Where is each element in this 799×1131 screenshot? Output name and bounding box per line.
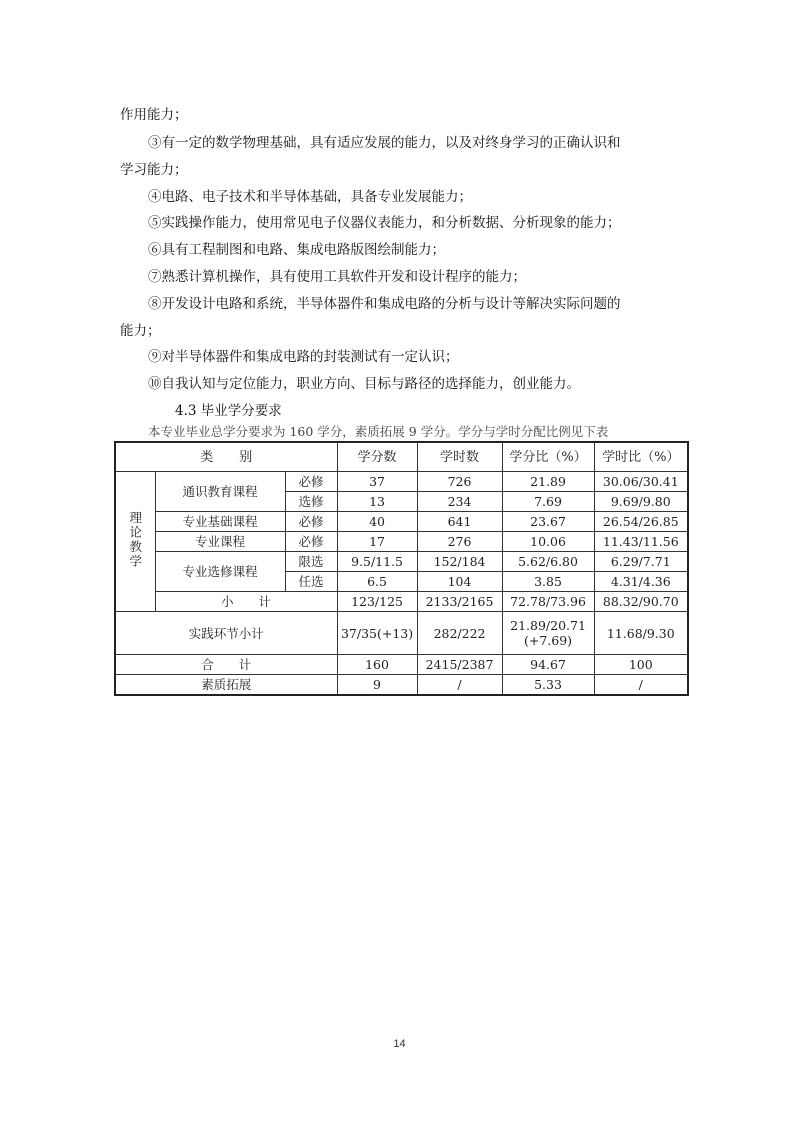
- page-number: 14: [393, 1038, 406, 1050]
- table-row: [115, 512, 688, 532]
- total-label: 合 计: [115, 655, 337, 675]
- header-credit-ratio: 学分比（%）: [502, 442, 594, 472]
- credits-cell: 6.5: [337, 572, 417, 592]
- credit-ratio-cell: 5.33: [502, 675, 594, 696]
- header-hour-ratio: 学时比（%）: [594, 442, 688, 472]
- subtotal-row: [115, 592, 688, 612]
- paragraph-line: 学习能力；: [120, 162, 188, 178]
- credits-cell: 9.5/11.5: [337, 552, 417, 572]
- header-credits: 学分数: [337, 442, 417, 472]
- paragraph-line: 能力；: [120, 323, 161, 339]
- credit-ratio-cell: 23.67: [502, 512, 594, 532]
- credits-cell: 17: [337, 532, 417, 552]
- credits-cell: 37/35(+13): [337, 612, 417, 655]
- paragraph-line: ⑦熟悉计算机操作，具有使用工具软件开发和设计程序的能力；: [148, 269, 526, 285]
- credit-ratio-cell: 94.67: [502, 655, 594, 675]
- credits-cell: 40: [337, 512, 417, 532]
- hour-ratio-cell: 100: [594, 655, 688, 675]
- hour-ratio-cell: 9.69/9.80: [594, 492, 688, 512]
- course-type: 限选: [285, 552, 337, 572]
- credit-ratio-cell: 21.89: [502, 472, 594, 492]
- credit-ratio-cell: 7.69: [502, 492, 594, 512]
- paragraph-line: ⑨对半导体器件和集成电路的封装测试有一定认识；: [148, 349, 459, 365]
- hours-cell: 726: [417, 472, 502, 492]
- credit-ratio-cell: 72.78/73.96: [502, 592, 594, 612]
- practice-row: [115, 612, 688, 655]
- total-row: [115, 655, 688, 675]
- table-caption: 本专业毕业总学分要求为 160 学分，素质拓展 9 学分。学分与学时分配比例见下表: [148, 424, 609, 439]
- hour-ratio-cell: 88.32/90.70: [594, 592, 688, 612]
- table-row: [115, 472, 688, 492]
- theory-teaching-label: 理论教学: [115, 472, 155, 612]
- practice-label: 实践环节小计: [115, 612, 337, 655]
- credits-cell: 9: [337, 675, 417, 696]
- course-type: 任选: [285, 572, 337, 592]
- paragraph-line: ③有一定的数学物理基础，具有适应发展的能力，以及对终身学习的正确认识和: [148, 135, 621, 151]
- hours-cell: 276: [417, 532, 502, 552]
- hours-cell: 152/184: [417, 552, 502, 572]
- hour-ratio-cell: 11.43/11.56: [594, 532, 688, 552]
- hour-ratio-cell: 26.54/26.85: [594, 512, 688, 532]
- hour-ratio-cell: /: [594, 675, 688, 696]
- hours-cell: 282/222: [417, 612, 502, 655]
- table-row: [115, 552, 688, 572]
- course-type: 必修: [285, 512, 337, 532]
- hour-ratio-cell: 6.29/7.71: [594, 552, 688, 572]
- table-row: [115, 532, 688, 552]
- course-type: 选修: [285, 492, 337, 512]
- course-category: 专业基础课程: [155, 512, 285, 532]
- credit-ratio-cell: 3.85: [502, 572, 594, 592]
- paragraph-line: ④电路、电子技术和半导体基础，具备专业发展能力；: [148, 189, 472, 205]
- paragraph-line: ⑤实践操作能力，使用常见电子仪器仪表能力，和分析数据、分析现象的能力；: [148, 215, 621, 231]
- hours-cell: 641: [417, 512, 502, 532]
- course-category: 通识教育课程: [155, 472, 285, 512]
- hours-cell: /: [417, 675, 502, 696]
- quality-row: [115, 675, 688, 696]
- hours-cell: 104: [417, 572, 502, 592]
- course-type: 必修: [285, 532, 337, 552]
- section-heading: 4.3 毕业学分要求: [175, 403, 282, 419]
- table-header-row: [115, 442, 688, 472]
- hours-cell: 2415/2387: [417, 655, 502, 675]
- paragraph-line: ⑩自我认知与定位能力，职业方向、目标与路径的选择能力，创业能力。: [148, 376, 580, 392]
- paragraph-line: ⑥具有工程制图和电路、集成电路版图绘制能力；: [148, 242, 445, 258]
- hours-cell: 234: [417, 492, 502, 512]
- hour-ratio-cell: 11.68/9.30: [594, 612, 688, 655]
- credit-ratio-cell: 21.89/20.71 (+7.69): [502, 612, 594, 655]
- credits-cell: 123/125: [337, 592, 417, 612]
- course-category: 专业选修课程: [155, 552, 285, 592]
- credit-ratio-cell: 5.62/6.80: [502, 552, 594, 572]
- credits-cell: 37: [337, 472, 417, 492]
- subtotal-label: 小 计: [155, 592, 337, 612]
- credit-ratio-cell: 10.06: [502, 532, 594, 552]
- hour-ratio-cell: 4.31/4.36: [594, 572, 688, 592]
- credit-distribution-table: [114, 441, 689, 696]
- credits-cell: 160: [337, 655, 417, 675]
- credits-cell: 13: [337, 492, 417, 512]
- paragraph-line: 作用能力；: [120, 107, 188, 123]
- header-hours: 学时数: [417, 442, 502, 472]
- hour-ratio-cell: 30.06/30.41: [594, 472, 688, 492]
- course-type: 必修: [285, 472, 337, 492]
- course-category: 专业课程: [155, 532, 285, 552]
- paragraph-line: ⑧开发设计电路和系统，半导体器件和集成电路的分析与设计等解决实际问题的: [148, 296, 621, 312]
- quality-label: 素质拓展: [115, 675, 337, 696]
- header-category: 类 别: [115, 442, 337, 472]
- hours-cell: 2133/2165: [417, 592, 502, 612]
